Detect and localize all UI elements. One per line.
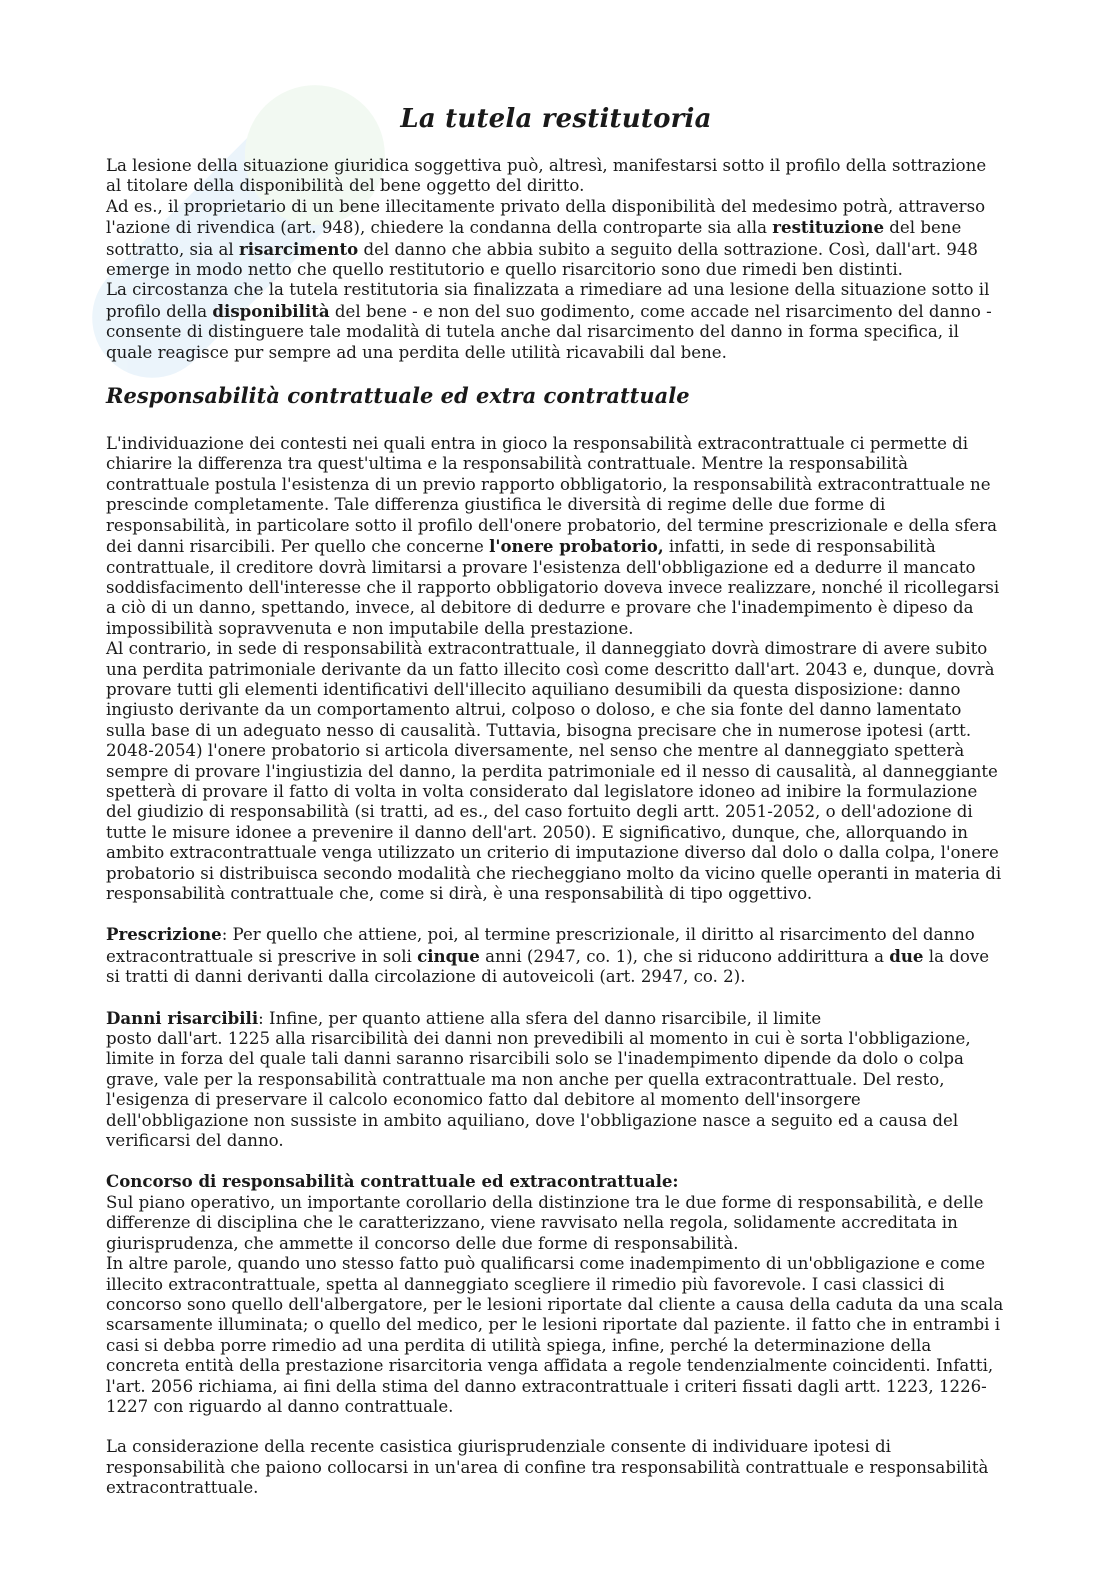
prescrizione-label: Prescrizione bbox=[106, 924, 222, 945]
intro-paragraph-3: La circostanza che la tutela restitutoria sia finalizzata a rimediare ad una lesione della situazione sotto il profilo della disponibilità del bene - e non del suo godimento, come accade nel risarcimento del danno - consente di distinguere tale modalità di tutela anche dal risarcimento del danno in forma specifica, il quale reagisce pur sempre ad una perdita delle utilità ricavabili dal bene. bbox=[106, 280, 992, 362]
concorso-paragraph-2: In altre parole, quando uno stesso fatto può qualificarsi come inadempimento di un'obbligazione e come illecito extracontrattuale, spetta al danneggiato scegliere il rimedio più favorevole. I casi classici di concorso sono quello dell'albergatore, per le lesioni riportate dal cliente a causa della caduta da una scala scarsamente illuminata; o quello del medico, per le lesioni riportate dal paziente. il fatto che in entrambi i casi si debba porre rimedio ad una perdita di utilità spiega, infine, perché la determinazione della concreta entità della prestazione risarcitoria venga affidata a regole tendenzialmente coincidenti. Infatti, l'art. 2056 richiama, ai fini della stima del danno extracontrattuale i criteri fissati dagli artt. 1223, 1226-1227 con riguardo al danno contrattuale. bbox=[106, 1254, 1004, 1416]
bold-onere-probatorio: l'onere probatorio, bbox=[489, 536, 664, 557]
section-heading-responsabilita: Responsabilità contrattuale ed extra contrattuale bbox=[106, 383, 690, 409]
intro-paragraph-1: La lesione della situazione giuridica soggettiva può, altresì, manifestarsi sotto il profilo della sottrazione al titolare della disponibilità del bene oggetto del diritto. bbox=[106, 156, 987, 196]
page-title: La tutela restitutoria bbox=[400, 104, 712, 134]
bold-disponibilita: disponibilità bbox=[212, 300, 330, 321]
bold-risarcimento: risarcimento bbox=[239, 238, 359, 259]
section2-paragraph-1: L'individuazione dei contesti nei quali entra in gioco la responsabilità extracontrattuale ci permette di chiarire la differenza tra quest'ultima e la responsabilità contrattuale. Mentre la responsabilità contrattuale postula l'esistenza di un previo rapporto obbligatorio, la responsabilità extracontrattuale ne prescinde completamente. Tale differenza giustifica le diversità di regime delle due forme di responsabilità, in particolare sotto il profilo dell'onere probatorio, del termine prescrizionale e della sfera dei danni risarcibili. Per quello che concerne l'onere probatorio, infatti, in sede di responsabilità contrattuale, il creditore dovrà limitarsi a provare l'esistenza dell'obbligazione ed a dedurre il mancato soddisfacimento dell'interesse che il rapporto obbligatorio doveva invece realizzare, nonché il ricollegarsi a ciò di un danno, spettando, invece, al debitore di dedurre e provare che l'inadempimento è dipeso da impossibilità sopravvenuta e non imputabile della prestazione. bbox=[106, 434, 1000, 638]
danni-label: Danni risarcibili bbox=[106, 1007, 259, 1028]
prescrizione-paragraph: Prescrizione: Per quello che attiene, poi, al termine prescrizionale, il diritto al risarcimento del danno extracontrattuale si prescrive in soli cinque anni (2947, co. 1), che si riducono addirittura a due la dove si tratti di danni derivanti dalla circolazione di autoveicoli (art. 2947, co. 2). bbox=[106, 924, 990, 987]
bold-cinque: cinque bbox=[417, 945, 480, 966]
bold-due: due bbox=[889, 945, 924, 966]
document-page bbox=[106, 104, 1006, 1499]
concorso-heading: Concorso di responsabilità contrattuale ed extracontrattuale: bbox=[106, 1171, 679, 1192]
section2-paragraph-2: Al contrario, in sede di responsabilità extracontrattuale, il danneggiato dovrà dimostrare di avere subito una perdita patrimoniale derivante da un fatto illecito così come descritto dall'art. 2043 e, dunque, dovrà provare tutti gli elementi identificativi dell'illecito aquiliano desumibili da questa disposizione: danno ingiusto derivante da un comportamento altrui, colposo o doloso, e che sia fonte del danno lamentato sulla base di un adeguato nesso di causalità. Tuttavia, bisogna precisare che in numerose ipotesi (artt. 2048-2054) l'onere probatorio si articola diversamente, nel senso che mentre al danneggiato spetterà sempre di provare l'ingiustizia del danno, la perdita patrimoniale ed il nesso di causalità, al danneggiante spetterà di provare il fatto di volta in volta considerato dal legislatore idoneo ad inibire la formulazione del giudizio di responsabilità (si tratti, ad es., del caso fortuito degli artt. 2051-2052, o dell'adozione di tutte le misure idonee a prevenire il danno dell'art. 2050). E significativo, dunque, che, allorquando in ambito extracontrattuale venga utilizzato un criterio di imputazione diverso dal dolo o dalla colpa, l'onere probatorio si distribuisca secondo modalità che riecheggiano molto da vicino quelle operanti in materia di responsabilità contrattuale che, come si dirà, è una responsabilità di tipo oggettivo. bbox=[106, 639, 1002, 903]
concorso-paragraph-3: La considerazione della recente casistica giurisprudenziale consente di individuare ipotesi di responsabilità che paiono collocarsi in un'area di confine tra responsabilità contrattuale e responsabilità extracontrattuale. bbox=[106, 1437, 989, 1498]
concorso-paragraph-1: Sul piano operativo, un importante corollario della distinzione tra le due forme di responsabilità, e delle differenze di disciplina che le caratterizzano, viene ravvisato nella regola, solidamente accreditata in giurisprudenza, che ammette il concorso delle due forme di responsabilità. bbox=[106, 1192, 984, 1253]
bold-restituzione: restituzione bbox=[772, 217, 885, 238]
intro-paragraph-2: Ad es., il proprietario di un bene illecitamente privato della disponibilità del medesimo potrà, attraverso l'azione di rivendica (art. 948), chiedere la condanna della controparte sia alla restituzione del bene sottratto, sia al risarcimento del danno che abbia subito a seguito della sottrazione. Così, dall'art. 948 emerge in modo netto che quello restitutorio e quello risarcitorio sono due rimedi ben distinti. bbox=[106, 196, 986, 280]
danni-paragraph: Danni risarcibili: Infine, per quanto attiene alla sfera del danno risarcibile, il limite posto dall'art. 1225 alla risarcibilità dei danni non prevedibili al momento in cui è sorta l'obbligazione, limite in forza del quale tali danni saranno risarcibili solo se l'inadempimento dipende da dolo o colpa grave, vale per la responsabilità contrattuale ma non anche per quella extracontrattuale. Del resto, l'esigenza di preservare il calcolo economico fatto dal debitore al momento dell'insorgere dell'obbligazione non sussiste in ambito aquiliano, dove l'obbligazione nasce a seguito ed a causa del verificarsi del danno. bbox=[106, 1007, 971, 1151]
